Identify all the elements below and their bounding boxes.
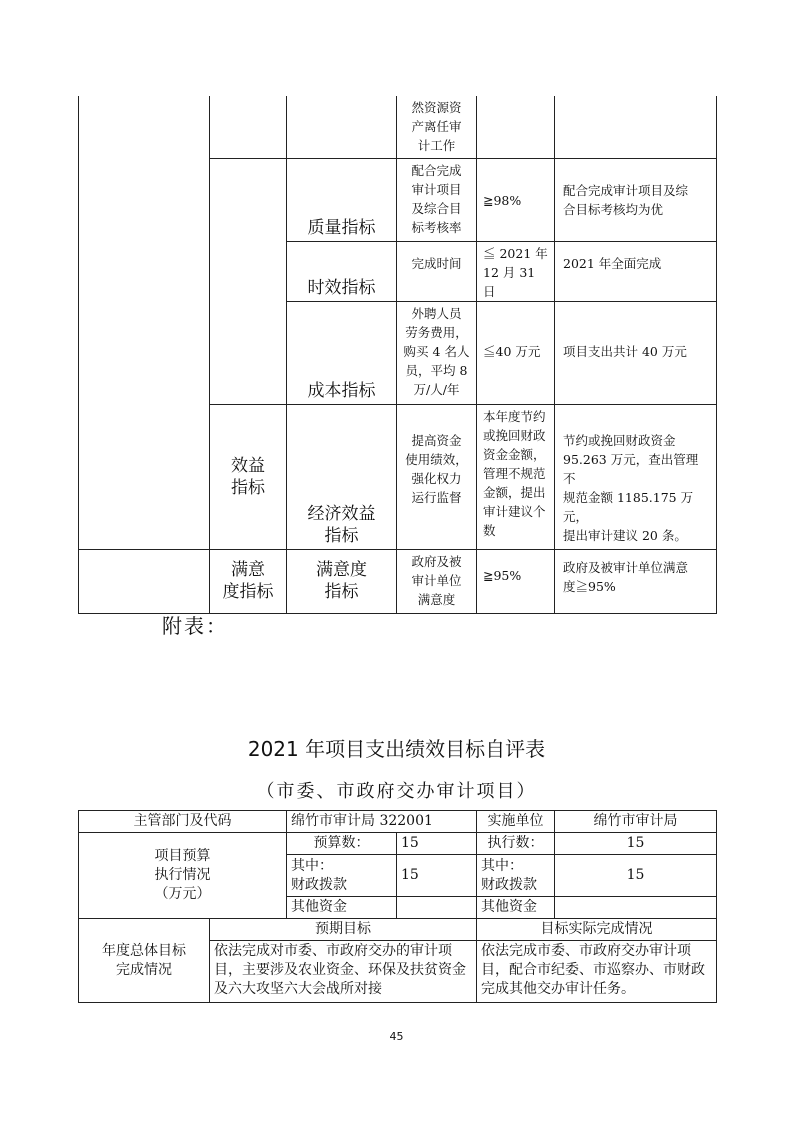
budget-count-label: 预算数： — [287, 833, 397, 855]
impl-label: 实施单位 — [477, 811, 555, 833]
of-which-value: 15 — [397, 855, 477, 897]
actual-goal-header: 目标实际完成情况 — [477, 919, 717, 941]
second-level-blank-cell — [210, 158, 287, 241]
expected-goal-header: 预期目标 — [210, 919, 477, 941]
satisfaction-group: 满意 度指标 — [210, 549, 287, 613]
timeliness-category: 时效指标 — [287, 241, 397, 301]
page-number: 45 — [389, 1030, 404, 1043]
quality-result: 配合完成审计项目及综 合目标考核均为优 — [555, 158, 717, 241]
second-level-blank-cell — [210, 241, 287, 301]
attachment-label: 附表： — [162, 614, 228, 638]
document-title: 2021 年项目支出绩效目标自评表 — [247, 737, 546, 761]
cost-result: 项目支出共计 40 万元 — [555, 301, 717, 404]
other-funds-exec-value — [555, 897, 717, 919]
exec-count-value: 15 — [555, 833, 717, 855]
dept-label: 主管部门及代码 — [79, 811, 287, 833]
quality-value: ≧98% — [477, 158, 555, 241]
satisfaction-indicator: 政府及被 审计单位 满意度 — [397, 549, 477, 613]
second-level-blank-cell — [210, 301, 287, 404]
expected-goal-text: 依法完成对市委、市政府交办的审计项目，主要涉及农业资金、环保及扶贫资金及六大攻坚六大会战所对接 — [210, 941, 477, 1003]
dept-value: 绵竹市审计局 322001 — [287, 811, 477, 833]
of-which-exec-value: 15 — [555, 855, 717, 897]
actual-goal-text: 依法完成市委、市政府交办审计项目，配合市纪委、市巡察办、市财政完成其他交办审计任务。 — [477, 941, 717, 1003]
first-level-blank-cell — [79, 549, 210, 613]
category-cell-continued — [287, 96, 397, 158]
quality-indicator: 配合完成 审计项目 及综合目 标考核率 — [397, 158, 477, 241]
cost-indicator: 外聘人员 劳务费用， 购买 4 名人 员，平均 8 万/人/年 — [397, 301, 477, 404]
cost-value: ≦40 万元 — [477, 301, 555, 404]
economic-benefit-category: 经济效益 指标 — [287, 404, 397, 549]
impl-value: 绵竹市审计局 — [555, 811, 717, 833]
benefit-indicator: 提高资金 使用绩效， 强化权力 运行监督 — [397, 404, 477, 549]
cost-category: 成本指标 — [287, 301, 397, 404]
of-which-label: 其中： 财政拨款 — [287, 855, 397, 897]
satisfaction-category: 满意度 指标 — [287, 549, 397, 613]
quality-category: 质量指标 — [287, 158, 397, 241]
timeliness-indicator: 完成时间 — [397, 241, 477, 301]
value-cell — [477, 96, 555, 158]
exec-count-label: 执行数： — [477, 833, 555, 855]
first-level-blank-cell — [79, 96, 210, 549]
of-which-exec-label: 其中： 财政拨款 — [477, 855, 555, 897]
benefit-result: 节约或挽回财政资金 95.263 万元，查出管理不 规范金额 1185.175 万元， 提出审计建议 20 条。 — [555, 404, 717, 549]
satisfaction-value: ≧95% — [477, 549, 555, 613]
second-level-blank-cell — [210, 96, 287, 158]
budget-count-value: 15 — [397, 833, 477, 855]
indicator-cell: 然资源资 产离任审 计工作 — [397, 96, 477, 158]
performance-indicator-table — [78, 96, 717, 614]
timeliness-value: ≦ 2021 年 12 月 31 日 — [477, 241, 555, 301]
benefit-group: 效益 指标 — [210, 404, 287, 549]
timeliness-result: 2021 年全面完成 — [555, 241, 717, 301]
self-evaluation-table — [78, 810, 717, 1003]
document-subtitle: （市委、市政府交办审计项目） — [256, 781, 537, 802]
other-funds-value — [397, 897, 477, 919]
benefit-value: 本年度节约 或挽回财政 资金金额， 管理不规范 金额，提出 审计建议个 数 — [477, 404, 555, 549]
budget-label: 项目预算 执行情况 （万元） — [79, 833, 287, 919]
annual-goal-label: 年度总体目标 完成情况 — [79, 919, 210, 1003]
other-funds-label: 其他资金 — [287, 897, 397, 919]
satisfaction-result: 政府及被审计单位满意 度≧95% — [555, 549, 717, 613]
result-cell — [555, 96, 717, 158]
other-funds-exec-label: 其他资金 — [477, 897, 555, 919]
